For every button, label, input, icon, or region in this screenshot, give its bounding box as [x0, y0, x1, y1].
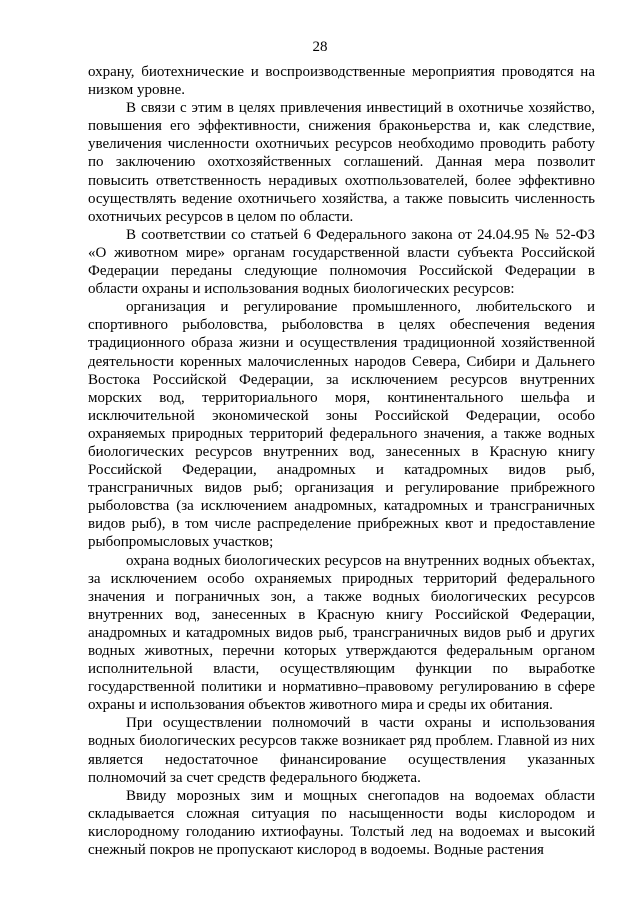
paragraph-funding-problems: При осуществлении полномочий в части охраны и использования водных биологических ресурсов также возникает ряд проблем. Главной из них является недостаточное финансирование осуществления указанных полномочий за счет средств федерального бюджета.	[88, 715, 595, 786]
paragraph-winter-conditions: Ввиду морозных зим и мощных снегопадов на водоемах области складывается сложная ситуация по насыщенности воды кислородом и кислородному голоданию ихтиофауны. Толстый лед на водоемах и высокий снежный покров не пропускают кислород в водоемы. Водные растения	[88, 787, 595, 859]
paragraph-fishing-regulation: организация и регулирование промышленного, любительского и спортивного рыболовства, рыболовства в целях обеспечения ведения традиционного образа жизни и осуществления традиционной хозяйственной деятельности коренных малочисленных народов Севера, Сибири и Дальнего Востока Российской Федерации, за исключением ресурсов внутренних морских вод, территориального моря, континентального шельфа и исключительной экономической зоны Российской Федерации, особо охраняемых природных территорий федерального значения, а также водных биологических ресурсов внутренних вод, занесенных в Красную книгу Российской Федерации, анадромных и катадромных видов рыб, трансграничных видов рыб; организация и регулирование прибрежного рыболовства (за исключением анадромных, катадромных и трансграничных видов рыб), в том числе распределение прибрежных квот и предоставление рыбопромысловых участков;	[88, 299, 595, 551]
page-number: 28	[312, 39, 328, 55]
paragraph-hunting-agreements: В связи с этим в целях привлечения инвестиций в охотничье хозяйство, повышения его эффективности, снижения браконьерства и, как следствие, увеличения численности охотничьих ресурсов необходимо проводить работу по заключению охотхозяйственных соглашений. Данная мера позволит повысить ответственность нерадивых охотпользователей, более эффективно осуществлять ведение охотничьего хозяйства, а также повысить численность охотничьих ресурсов в целом по области.	[88, 100, 595, 225]
paragraph-federal-law: В соответствии со статьей 6 Федерального закона от 24.04.95 № 52-ФЗ «О животном мире» органам государственной власти субъекта Российской Федерации переданы следующие полномочия Российской Федерации в области охраны и использования водных биологических ресурсов:	[88, 226, 595, 298]
document-body	[88, 63, 595, 859]
paragraph-aquatic-protection: охрана водных биологических ресурсов на внутренних водных объектах, за исключением особо охраняемых природных территорий федерального значения и пограничных зон, а также водных биологических ресурсов внутренних вод, занесенных в Красную книгу Российской Федерации, анадромных и катадромных видов рыб, трансграничных видов рыб и других водных животных, перечни которых утверждаются федеральным органом исполнительной власти, осуществляющим функции по выработке государственной политики и нормативно–правовому регулированию в сфере охраны и использования объектов животного мира и среды их обитания.	[88, 552, 595, 714]
paragraph-continuation: охрану, биотехнические и воспроизводственные мероприятия проводятся на низком уровне.	[88, 64, 595, 99]
